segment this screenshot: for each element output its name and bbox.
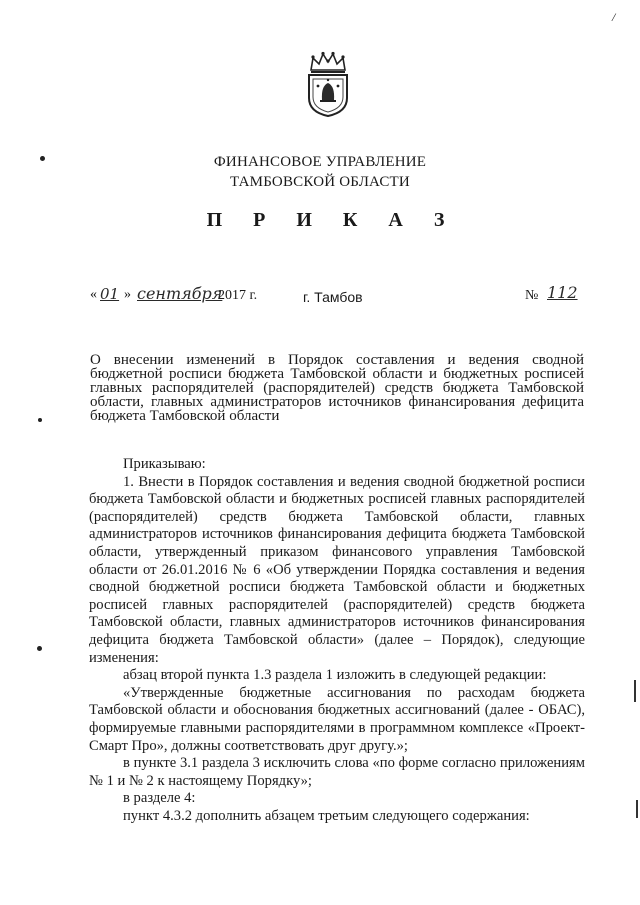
- date-close-quote: »: [124, 287, 131, 302]
- paragraph-5: в разделе 4:: [123, 790, 196, 807]
- city: г. Тамбов: [303, 289, 363, 305]
- paragraph-1: 1. Внести в Порядок составления и ведения сводной бюджетной росписи бюджета Тамбовской области и бюджетных росписей главных распорядителей (распорядителей) средств бюджета Тамбовской области, главных администраторов источников финансирования дефицита бюджета Тамбовской области, утвержденный приказом финансового управления Тамбовской области от 26.01.2016 № 6 «Об утверждении Порядка составления и ведения сводной бюджетной росписи бюджета Тамбовской области и бюджетных росписей главных распорядителей (распорядителей) средств бюджета Тамбовской области, главных администраторов источников финансирования дефицита бюджета Тамбовской области» (далее – Порядок), следующие изменения:: [89, 473, 585, 666]
- paragraph-3: «Утвержденные бюджетные ассигнования по расходам бюджета Тамбовской области и обоснования бюджетных ассигнований (далее - ОБАС), формируемые главными распорядителями в программном комплексе «Проект-Смарт Про», должны соответствовать друг другу.»;: [89, 684, 585, 754]
- edge-mark: [636, 800, 638, 818]
- organization-name-line2: ТАМБОВСКОЙ ОБЛАСТИ: [230, 174, 410, 190]
- date-day-handwritten: 01: [100, 285, 120, 303]
- punch-hole-mark: [37, 646, 42, 651]
- paragraph-4: в пункте 3.1 раздела 3 исключить слова «по форме согласно приложениям № 1 и № 2 к настоящему Порядку»;: [89, 755, 585, 789]
- order-number-handwritten: 112: [547, 283, 578, 302]
- order-word: Приказываю:: [123, 456, 206, 472]
- coat-of-arms-emblem: [301, 50, 355, 118]
- date-open-quote: «: [90, 287, 97, 302]
- date-year: 2017 г.: [218, 288, 258, 303]
- edge-mark: [634, 680, 636, 702]
- paragraph-6: пункт 4.3.2 дополнить абзацем третьим следующего содержания:: [123, 807, 530, 824]
- date-month-handwritten: сентября: [137, 284, 223, 303]
- punch-hole-mark: [40, 156, 45, 161]
- document-title: П Р И К А З: [206, 209, 458, 231]
- corner-mark: /: [612, 10, 616, 24]
- punch-hole-mark: [38, 418, 42, 422]
- order-subject: О внесении изменений в Порядок составления и ведения сводной бюджетной росписи бюджета Тамбовской области и бюджетных росписей главных распорядителей (распорядителей) средств бюджета Тамбовской области, главных администраторов источников финансирования дефицита бюджета Тамбовской области: [90, 352, 584, 424]
- paragraph-2: абзац второй пункта 1.3 раздела 1 изложить в следующей редакции:: [123, 667, 547, 684]
- order-body: [89, 456, 585, 825]
- number-label: №: [525, 288, 539, 303]
- organization-name-line1: ФИНАНСОВОЕ УПРАВЛЕНИЕ: [213, 154, 427, 170]
